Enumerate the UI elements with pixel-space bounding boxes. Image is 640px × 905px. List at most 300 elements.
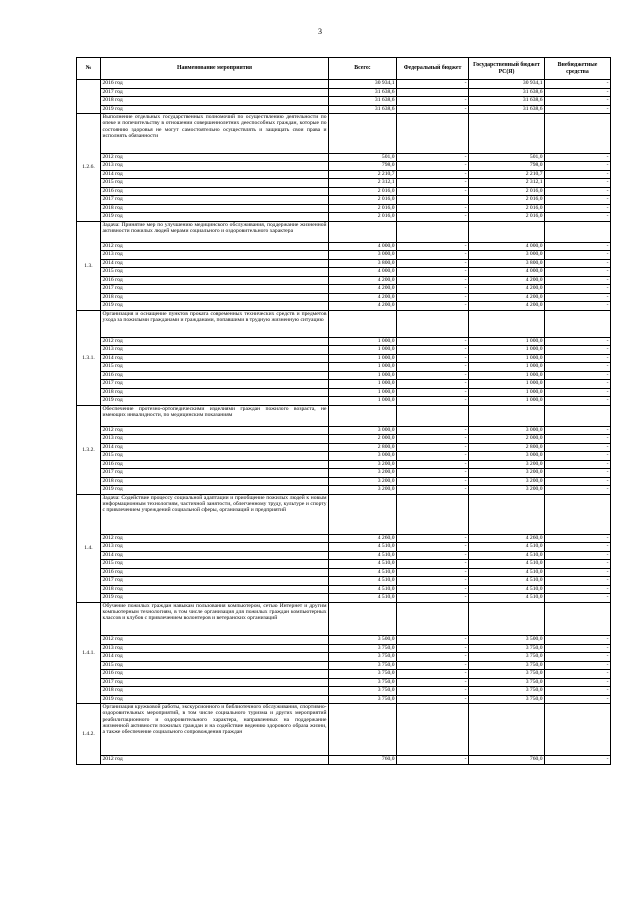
total-cell: 1 000,0 — [329, 363, 397, 372]
year-row — [77, 756, 611, 765]
extrabudget-cell: - — [545, 486, 611, 495]
state-cell: 3 750,0 — [469, 670, 545, 679]
state-cell: 4 000,0 — [469, 242, 545, 251]
empty-cell — [397, 704, 469, 756]
state-cell: 1 000,0 — [469, 337, 545, 346]
federal-cell: - — [397, 187, 469, 196]
total-cell: 4 510,0 — [329, 560, 397, 569]
budget-table — [76, 57, 611, 765]
state-cell: 3 750,0 — [469, 661, 545, 670]
year-cell: 2016 год — [101, 371, 329, 380]
total-cell: 3 750,0 — [329, 653, 397, 662]
federal-cell: - — [397, 756, 469, 765]
extrabudget-cell: - — [545, 259, 611, 268]
state-cell: 2 016,0 — [469, 204, 545, 213]
extrabudget-cell: - — [545, 204, 611, 213]
year-row — [77, 88, 611, 97]
extrabudget-cell: - — [545, 653, 611, 662]
year-cell: 2016 год — [101, 276, 329, 285]
year-cell: 2015 год — [101, 179, 329, 188]
year-cell: 2015 год — [101, 560, 329, 569]
extrabudget-cell: - — [545, 670, 611, 679]
state-cell: 4 000,0 — [469, 268, 545, 277]
state-cell: 2 800,0 — [469, 443, 545, 452]
extrabudget-cell: - — [545, 560, 611, 569]
total-cell: 4 510,0 — [329, 543, 397, 552]
extrabudget-cell: - — [545, 477, 611, 486]
year-row — [77, 661, 611, 670]
empty-cell — [397, 114, 469, 154]
year-cell: 2016 год — [101, 670, 329, 679]
measure-title: Организация и оснащение пунктов проката современных технических средств и предметов ухода за пожилыми гражданами и гражданами, попавшими в трудную жизненную ситуацию — [101, 310, 329, 337]
federal-cell: - — [397, 551, 469, 560]
state-cell: 1 000,0 — [469, 371, 545, 380]
year-cell: 2017 год — [101, 285, 329, 294]
federal-cell: - — [397, 534, 469, 543]
empty-cell — [469, 602, 545, 636]
year-cell: 2017 год — [101, 196, 329, 205]
measure-code: 1.4.2. — [77, 704, 101, 765]
state-cell: 4 510,0 — [469, 585, 545, 594]
year-row — [77, 486, 611, 495]
state-cell: 4 510,0 — [469, 568, 545, 577]
empty-cell — [329, 310, 397, 337]
year-row — [77, 644, 611, 653]
year-row — [77, 568, 611, 577]
state-cell: 1 000,0 — [469, 354, 545, 363]
state-cell: 3 000,0 — [469, 251, 545, 260]
extrabudget-cell: - — [545, 251, 611, 260]
total-cell: 31 638,6 — [329, 97, 397, 106]
year-cell: 2016 год — [101, 460, 329, 469]
extrabudget-cell: - — [545, 460, 611, 469]
extrabudget-cell: - — [545, 543, 611, 552]
empty-cell — [469, 704, 545, 756]
header-state: Государственный бюджет РС(Я) — [469, 58, 545, 80]
empty-cell — [545, 494, 611, 534]
state-cell: 4 510,0 — [469, 551, 545, 560]
measure-code: 1.3.2. — [77, 405, 101, 494]
total-cell: 3 750,0 — [329, 687, 397, 696]
extrabudget-cell: - — [545, 678, 611, 687]
state-cell: 3 200,0 — [469, 477, 545, 486]
year-cell: 2013 год — [101, 346, 329, 355]
federal-cell: - — [397, 170, 469, 179]
extrabudget-cell: - — [545, 153, 611, 162]
extrabudget-cell: - — [545, 585, 611, 594]
state-cell: 2 016,0 — [469, 196, 545, 205]
extrabudget-cell: - — [545, 687, 611, 696]
extrabudget-cell: - — [545, 426, 611, 435]
federal-cell: - — [397, 213, 469, 222]
extrabudget-cell: - — [545, 105, 611, 114]
year-cell: 2017 год — [101, 380, 329, 389]
empty-cell — [545, 114, 611, 154]
federal-cell: - — [397, 678, 469, 687]
federal-cell: - — [397, 670, 469, 679]
federal-cell: - — [397, 337, 469, 346]
state-cell: 3 500,0 — [469, 636, 545, 645]
total-cell: 31 638,6 — [329, 105, 397, 114]
federal-cell: - — [397, 380, 469, 389]
total-cell: 4 510,0 — [329, 551, 397, 560]
year-row — [77, 397, 611, 406]
year-row — [77, 97, 611, 106]
state-cell: 31 638,6 — [469, 97, 545, 106]
year-row — [77, 80, 611, 89]
year-cell: 2014 год — [101, 653, 329, 662]
total-cell: 2 210,7 — [329, 170, 397, 179]
year-row — [77, 426, 611, 435]
state-cell: 3 000,0 — [469, 452, 545, 461]
total-cell: 1 000,0 — [329, 354, 397, 363]
state-cell: 3 200,0 — [469, 469, 545, 478]
total-cell: 4 200,0 — [329, 276, 397, 285]
year-cell: 2015 год — [101, 452, 329, 461]
state-cell: 31 638,6 — [469, 88, 545, 97]
extrabudget-cell: - — [545, 397, 611, 406]
extrabudget-cell: - — [545, 337, 611, 346]
extrabudget-cell: - — [545, 380, 611, 389]
state-cell: 4 510,0 — [469, 560, 545, 569]
total-cell: 798,0 — [329, 162, 397, 171]
year-row — [77, 534, 611, 543]
year-row — [77, 585, 611, 594]
measure-title: Задача: Содействие процессу социальной адаптации и приобщение пожилых людей к новым информационным технологиям, частичной занятости, облегченному труду, культуре и спорту с привлечением учреждений социальной сферы, организаций и предприятий — [101, 494, 329, 534]
year-cell: 2014 год — [101, 259, 329, 268]
year-cell: 2018 год — [101, 585, 329, 594]
total-cell: 4 510,0 — [329, 568, 397, 577]
year-row — [77, 337, 611, 346]
extrabudget-cell: - — [545, 371, 611, 380]
total-cell: 1 000,0 — [329, 371, 397, 380]
year-row — [77, 179, 611, 188]
extrabudget-cell: - — [545, 97, 611, 106]
federal-cell: - — [397, 486, 469, 495]
page-number: 3 — [318, 27, 322, 36]
year-cell: 2018 год — [101, 687, 329, 696]
year-cell: 2013 год — [101, 162, 329, 171]
state-cell: 2 210,7 — [469, 170, 545, 179]
empty-cell — [397, 405, 469, 426]
year-cell: 2019 год — [101, 486, 329, 495]
federal-cell: - — [397, 560, 469, 569]
extrabudget-cell: - — [545, 452, 611, 461]
year-cell: 2015 год — [101, 268, 329, 277]
total-cell: 4 510,0 — [329, 577, 397, 586]
federal-cell: - — [397, 452, 469, 461]
year-cell: 2016 год — [101, 568, 329, 577]
extrabudget-cell: - — [545, 179, 611, 188]
table-body — [77, 80, 611, 765]
measure-title-row — [77, 602, 611, 636]
extrabudget-cell: - — [545, 285, 611, 294]
total-cell: 3 200,0 — [329, 469, 397, 478]
federal-cell: - — [397, 268, 469, 277]
total-cell: 760,0 — [329, 756, 397, 765]
total-cell: 4 200,0 — [329, 293, 397, 302]
extrabudget-cell: - — [545, 293, 611, 302]
federal-cell: - — [397, 687, 469, 696]
measure-title-row — [77, 405, 611, 426]
extrabudget-cell: - — [545, 242, 611, 251]
federal-cell: - — [397, 585, 469, 594]
federal-cell: - — [397, 435, 469, 444]
federal-cell: - — [397, 477, 469, 486]
total-cell: 2 800,0 — [329, 443, 397, 452]
total-cell: 1 000,0 — [329, 380, 397, 389]
federal-cell: - — [397, 105, 469, 114]
extrabudget-cell: - — [545, 469, 611, 478]
extrabudget-cell: - — [545, 363, 611, 372]
year-cell: 2012 год — [101, 337, 329, 346]
year-cell: 2019 год — [101, 695, 329, 704]
year-row — [77, 443, 611, 452]
empty-cell — [397, 310, 469, 337]
year-row — [77, 251, 611, 260]
year-row — [77, 213, 611, 222]
state-cell: 3 000,0 — [469, 426, 545, 435]
year-row — [77, 293, 611, 302]
federal-cell: - — [397, 653, 469, 662]
total-cell: 1 000,0 — [329, 346, 397, 355]
total-cell: 2 016,0 — [329, 196, 397, 205]
measure-code: 1.4. — [77, 494, 101, 602]
year-row — [77, 594, 611, 603]
extrabudget-cell: - — [545, 577, 611, 586]
federal-cell: - — [397, 568, 469, 577]
total-cell: 3 200,0 — [329, 460, 397, 469]
year-cell: 2015 год — [101, 661, 329, 670]
state-cell: 3 750,0 — [469, 653, 545, 662]
extrabudget-cell: - — [545, 354, 611, 363]
empty-cell — [469, 221, 545, 242]
extrabudget-cell: - — [545, 88, 611, 97]
year-cell: 2013 год — [101, 251, 329, 260]
extrabudget-cell: - — [545, 435, 611, 444]
year-row — [77, 380, 611, 389]
year-row — [77, 268, 611, 277]
federal-cell: - — [397, 179, 469, 188]
state-cell: 4 510,0 — [469, 543, 545, 552]
federal-cell: - — [397, 695, 469, 704]
extrabudget-cell: - — [545, 388, 611, 397]
empty-cell — [329, 602, 397, 636]
year-row — [77, 653, 611, 662]
extrabudget-cell: - — [545, 276, 611, 285]
year-cell: 2012 год — [101, 756, 329, 765]
extrabudget-cell: - — [545, 187, 611, 196]
state-cell: 4 200,0 — [469, 302, 545, 311]
total-cell: 3 000,0 — [329, 426, 397, 435]
year-row — [77, 204, 611, 213]
year-cell: 2019 год — [101, 594, 329, 603]
year-row — [77, 388, 611, 397]
year-row — [77, 371, 611, 380]
extrabudget-cell: - — [545, 196, 611, 205]
measure-title-row — [77, 310, 611, 337]
empty-cell — [329, 494, 397, 534]
extrabudget-cell: - — [545, 644, 611, 653]
measure-code: 1.3.1. — [77, 310, 101, 405]
state-cell: 4 200,0 — [469, 276, 545, 285]
year-row — [77, 469, 611, 478]
year-cell: 2012 год — [101, 426, 329, 435]
federal-cell: - — [397, 397, 469, 406]
federal-cell: - — [397, 204, 469, 213]
federal-cell: - — [397, 460, 469, 469]
federal-cell: - — [397, 543, 469, 552]
extrabudget-cell: - — [545, 162, 611, 171]
state-cell: 2 000,0 — [469, 435, 545, 444]
empty-cell — [469, 310, 545, 337]
year-cell: 2014 год — [101, 443, 329, 452]
total-cell: 3 750,0 — [329, 644, 397, 653]
extrabudget-cell: - — [545, 443, 611, 452]
header-name: Наименование мероприятия — [101, 58, 329, 80]
year-cell: 2013 год — [101, 644, 329, 653]
empty-cell — [545, 310, 611, 337]
measure-title-row — [77, 114, 611, 154]
federal-cell: - — [397, 251, 469, 260]
total-cell: 1 000,0 — [329, 397, 397, 406]
year-row — [77, 678, 611, 687]
year-row — [77, 551, 611, 560]
federal-cell: - — [397, 577, 469, 586]
federal-cell: - — [397, 153, 469, 162]
federal-cell: - — [397, 302, 469, 311]
federal-cell: - — [397, 162, 469, 171]
total-cell: 3 500,0 — [329, 636, 397, 645]
state-cell: 4 200,0 — [469, 285, 545, 294]
federal-cell: - — [397, 346, 469, 355]
total-cell: 4 260,0 — [329, 534, 397, 543]
state-cell: 1 000,0 — [469, 397, 545, 406]
state-cell: 1 000,0 — [469, 363, 545, 372]
federal-cell: - — [397, 242, 469, 251]
state-cell: 1 000,0 — [469, 346, 545, 355]
empty-cell — [329, 114, 397, 154]
extrabudget-cell: - — [545, 268, 611, 277]
federal-cell: - — [397, 426, 469, 435]
extrabudget-cell: - — [545, 551, 611, 560]
federal-cell: - — [397, 443, 469, 452]
total-cell: 1 000,0 — [329, 388, 397, 397]
empty-cell — [329, 221, 397, 242]
federal-cell: - — [397, 644, 469, 653]
state-cell: 31 638,6 — [469, 105, 545, 114]
total-cell: 4 000,0 — [329, 268, 397, 277]
total-cell: 4 200,0 — [329, 302, 397, 311]
federal-cell: - — [397, 259, 469, 268]
year-cell: 2018 год — [101, 204, 329, 213]
total-cell: 3 000,0 — [329, 251, 397, 260]
year-row — [77, 346, 611, 355]
extrabudget-cell: - — [545, 80, 611, 89]
year-cell: 2014 год — [101, 354, 329, 363]
state-cell: 3 750,0 — [469, 695, 545, 704]
year-cell: 2018 год — [101, 293, 329, 302]
year-row — [77, 452, 611, 461]
header-row — [77, 58, 611, 80]
total-cell: 3 750,0 — [329, 670, 397, 679]
year-cell: 2019 год — [101, 302, 329, 311]
year-cell: 2013 год — [101, 435, 329, 444]
total-cell: 3 750,0 — [329, 695, 397, 704]
total-cell: 501,0 — [329, 153, 397, 162]
empty-cell — [329, 704, 397, 756]
total-cell: 3 800,0 — [329, 259, 397, 268]
federal-cell — [397, 196, 469, 205]
state-cell: 30 934,1 — [469, 80, 545, 89]
federal-cell: - — [397, 661, 469, 670]
measure-code: 1.4.1. — [77, 602, 101, 704]
federal-cell: - — [397, 285, 469, 294]
year-cell: 2019 год — [101, 213, 329, 222]
year-cell: 2019 год — [101, 105, 329, 114]
year-row — [77, 460, 611, 469]
total-cell: 2 016,0 — [329, 204, 397, 213]
year-cell: 2017 год — [101, 88, 329, 97]
measure-title: Обеспечение протезно-ортопедическими изделиями граждан пожилого возраста, не имеющих инвалидности, по медицинским показаниям — [101, 405, 329, 426]
state-cell: 4 260,0 — [469, 534, 545, 543]
header-number: № — [77, 58, 101, 80]
empty-cell — [545, 221, 611, 242]
year-row — [77, 560, 611, 569]
state-cell: 3 200,0 — [469, 486, 545, 495]
state-cell: 4 510,0 — [469, 577, 545, 586]
total-cell: 4 200,0 — [329, 285, 397, 294]
empty-cell — [469, 114, 545, 154]
year-cell: 2015 год — [101, 363, 329, 372]
year-row — [77, 196, 611, 205]
state-cell: 2 312,1 — [469, 179, 545, 188]
year-row — [77, 170, 611, 179]
year-row — [77, 695, 611, 704]
total-cell: 3 000,0 — [329, 452, 397, 461]
year-cell: 2016 год — [101, 80, 329, 89]
year-row — [77, 259, 611, 268]
total-cell: 3 750,0 — [329, 661, 397, 670]
state-cell: 501,0 — [469, 153, 545, 162]
measure-title-row — [77, 221, 611, 242]
measure-title: Обучение пожилых граждан навыкам пользования компьютером, сетью Интернет и другим компьютерным технологиям, в том числе организация для пожилых граждан компьютерных классов и клубов с привлечением волонтеров и ветеранских организаций — [101, 602, 329, 636]
total-cell: 3 200,0 — [329, 486, 397, 495]
year-row — [77, 354, 611, 363]
year-row — [77, 363, 611, 372]
extrabudget-cell: - — [545, 636, 611, 645]
measure-title: Задача: Принятие мер по улучшению медицинского обслуживания, поддержание жизненной активности пожилых людей мерами социального и оздоровительного характера — [101, 221, 329, 242]
federal-cell — [397, 88, 469, 97]
federal-cell: - — [397, 469, 469, 478]
total-cell: 2 000,0 — [329, 435, 397, 444]
year-cell: 2018 год — [101, 388, 329, 397]
state-cell: 3 750,0 — [469, 687, 545, 696]
state-cell: 2 016,0 — [469, 213, 545, 222]
federal-cell: - — [397, 371, 469, 380]
year-cell: 2017 год — [101, 577, 329, 586]
total-cell: 2 016,0 — [329, 213, 397, 222]
measure-title: Организация кружковой работы, экскурсионного и библиотечного обслуживания, спортивно-оздоровительных мероприятий, в том числе социального туризма и других мероприятий реабилитационного и оздоровительного характера, направленных на поддержание жизненной активности пожилых граждан и на содействие ведению здорового образа жизни, а также обеспечение социального сопровождения граждан — [101, 704, 329, 756]
year-cell: 2016 год — [101, 187, 329, 196]
year-cell: 2014 год — [101, 170, 329, 179]
year-row — [77, 162, 611, 171]
year-cell: 2012 год — [101, 242, 329, 251]
federal-cell: - — [397, 363, 469, 372]
extrabudget-cell: - — [545, 568, 611, 577]
year-cell: 2012 год — [101, 636, 329, 645]
federal-cell: - — [397, 97, 469, 106]
